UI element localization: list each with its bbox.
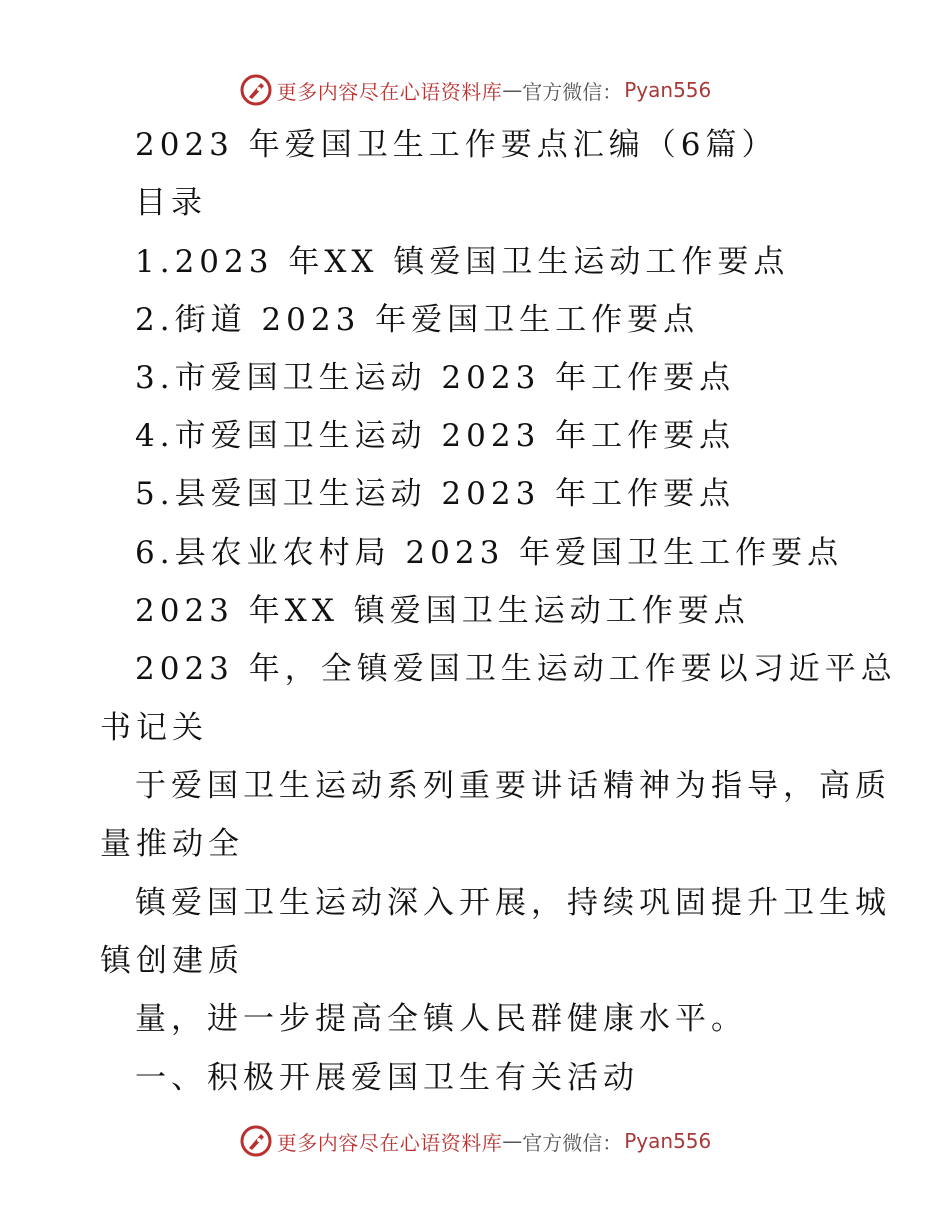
banner-dash: — <box>502 1129 523 1153</box>
pen-nib-circle-icon <box>239 73 273 107</box>
toc-item: 6.县农业农村局 2023 年爱国卫生工作要点 <box>135 535 844 571</box>
toc-item: 4.市爱国卫生运动 2023 年工作要点 <box>135 418 736 454</box>
banner-wechat-label: 官方微信： <box>522 1130 623 1155</box>
toc-item: 1.2023 年XX 镇爱国卫生运动工作要点 <box>135 244 790 280</box>
paragraph-line: 于爱国卫生运动系列重要讲话精神为指导，高质 <box>135 768 891 804</box>
banner-dash: — <box>502 78 523 102</box>
toc-item: 3.市爱国卫生运动 2023 年工作要点 <box>135 360 736 396</box>
banner-account: Pyan556 <box>624 1129 712 1153</box>
banner-account: Pyan556 <box>624 78 712 102</box>
footer-banner <box>0 1121 950 1161</box>
paragraph-line: 书记关 <box>100 710 208 746</box>
paragraph-line: 镇爱国卫生运动深入开展，持续巩固提升卫生城 <box>135 885 891 921</box>
banner-text: 更多内容尽在心语资料库 <box>276 79 503 104</box>
header-banner <box>0 70 950 110</box>
banner-wechat-label: 官方微信： <box>522 79 623 104</box>
paragraph-line: 2023 年，全镇爱国卫生运动工作要以习近平总 <box>135 651 897 687</box>
pen-nib-circle-icon <box>239 1124 273 1158</box>
section-title: 2023 年XX 镇爱国卫生运动工作要点 <box>135 593 750 629</box>
toc-item: 2.街道 2023 年爱国卫生工作要点 <box>135 302 700 338</box>
paragraph-line: 量，进一步提高全镇人民群健康水平。 <box>135 1001 747 1037</box>
paragraph-line: 量推动全 <box>100 826 244 862</box>
toc-item: 5.县爱国卫生运动 2023 年工作要点 <box>135 476 736 512</box>
toc-heading: 目录 <box>135 185 207 221</box>
doc-title: 2023 年爱国卫生工作要点汇编（6篇） <box>135 127 778 163</box>
subsection-heading: 一、积极开展爱国卫生有关活动 <box>135 1060 639 1096</box>
banner-text: 更多内容尽在心语资料库 <box>276 1130 503 1155</box>
paragraph-line: 镇创建质 <box>100 943 244 979</box>
